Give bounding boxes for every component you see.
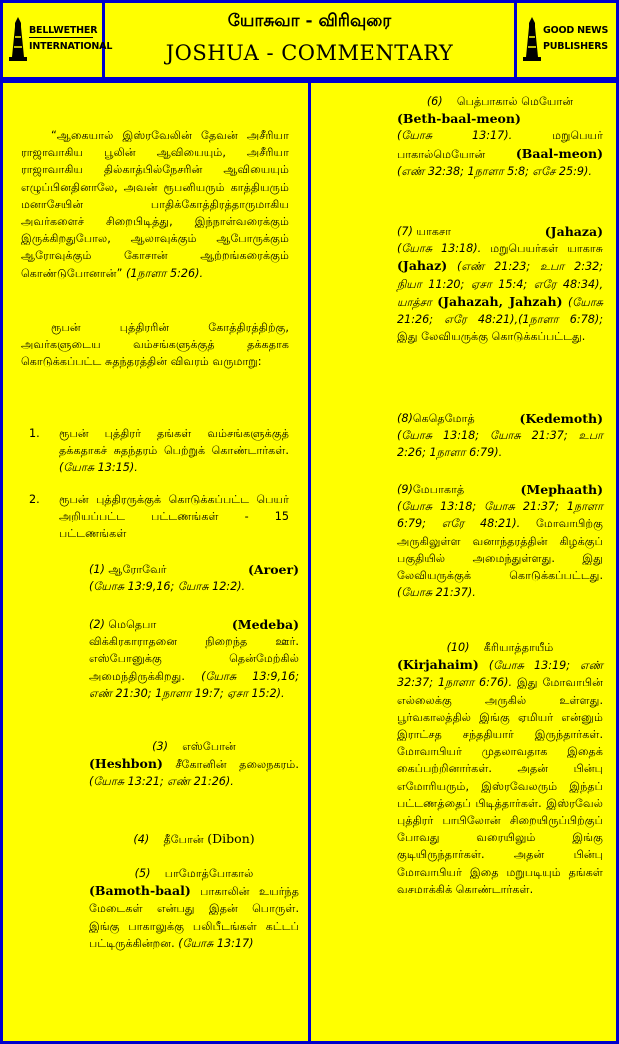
town-number: (9) — [397, 483, 413, 496]
town-reference: (யோசு 13:19; எண் 32:37; 1நாளா 6:76). — [397, 659, 603, 690]
town-reference: (யோசு 13:9,16; எண் 21:30; 1நாளா 19:7; ஏசா 15:2). — [89, 669, 299, 700]
town-number: (2) — [89, 618, 105, 631]
town-reference: (யோசு 13:18; யோசு 21:37; 1நாளா 6:79; எரே 48:21). — [397, 500, 603, 531]
town-4 — [89, 830, 299, 848]
town-reference-3: (யோசு 21:26; எரே 48:21),(1நாளா 6:78); — [397, 295, 603, 327]
town-name: கெதெமோத் — [412, 412, 475, 425]
town-note: இது லேவியருக்கு கொடுக்கப்பட்டது. — [397, 330, 586, 344]
town-6 — [397, 93, 603, 180]
town-10 — [397, 639, 603, 898]
town-description: விக்கிரகாராதனை நிறைந்த ஊர். எஸ்போனுக்கு தென்மேற்கில் அமைந்திருக்கிறது. — [89, 635, 299, 683]
point-number: 1. — [29, 427, 40, 440]
town-number: (10) — [446, 641, 470, 654]
town-7 — [397, 223, 603, 345]
good-news-logo-text-2: PUBLISHERS — [543, 41, 608, 52]
point-text: ரூபன் புத்திரர் தங்கள் வம்சங்களுக்குத் தக்கதாகச் சுதந்தரம் பெற்றுக் கொண்டார்கள். — [59, 427, 289, 458]
town-number: (7) — [397, 225, 413, 238]
intro-paragraph — [21, 319, 289, 371]
town-reference-2: (எண் 32:38; 1நாளா 5:8; எசே 25:9). — [397, 164, 592, 178]
town-name: யாகசா — [416, 225, 452, 238]
town-name: மேபாகாத் — [412, 483, 465, 496]
town-name: மெதெபா — [108, 618, 157, 631]
point-number: 2. — [29, 493, 40, 506]
quote-reference: (1நாளா 5:26). — [125, 266, 203, 280]
town-number: (8) — [397, 412, 413, 425]
town-reference: (யோசு 13:17). — [397, 129, 513, 143]
town-number: (5) — [134, 867, 151, 880]
town-english: (Bamoth-baal) — [89, 883, 191, 899]
town-reference-2: (யோசு 21:37). — [397, 586, 476, 600]
town-description: மோவாபிற்கு அருகிலுள்ள வனாந்தரத்தின் கிழக்குப் பகுதியில் அமைந்துள்ளது. இது லேவியருக்குக் கொடுக்கப்பட்டது. — [397, 517, 603, 583]
title-english: JOSHUA - COMMENTARY — [165, 41, 454, 65]
town-english: (Jahaza) — [544, 224, 603, 239]
town-english: (Kedemoth) — [519, 411, 603, 426]
town-english: (Mephaath) — [520, 482, 603, 497]
bellwether-logo-text-2: INTERNATIONAL — [29, 41, 113, 52]
town-number: (3) — [152, 740, 168, 753]
point-1 — [29, 425, 289, 477]
point-2 — [29, 491, 289, 543]
town-name: பாமோத்போகால் — [164, 867, 254, 880]
town-name: ஆரோவேர் — [108, 563, 167, 576]
title-tamil: யோசுவா - விரிவுரை — [227, 11, 392, 31]
town-name: தீபோன் — [163, 833, 204, 846]
town-description: மறுபெயர் பாகால்மெயோன் — [397, 129, 603, 161]
town-english: (Beth-baal-meon) — [397, 111, 521, 127]
quote-paragraph — [21, 127, 289, 282]
title-area — [105, 3, 514, 77]
town-description: பாகாலின் உயர்ந்த மேடைகள் என்பது இதன் பொருள். இங்கு பாகாலுக்கு பலிபீடங்கள் கட்டப் பட்டிருக்கின்றன. — [89, 885, 299, 950]
town-english-alt: (Jahaz) — [397, 258, 448, 274]
good-news-logo — [514, 3, 616, 77]
town-3 — [89, 738, 299, 791]
bellwether-logo — [3, 3, 113, 77]
town-reference: (யோசு 13:21; எண் 21:26). — [89, 775, 234, 789]
town-5 — [89, 865, 299, 952]
town-8 — [397, 410, 603, 462]
town-english-alt-2: (Jahazah, Jahzah) — [437, 293, 563, 309]
good-news-logo-text-1: GOOD NEWS — [543, 25, 609, 36]
town-reference: (யோசு 13:9,16; யோசு 12:2). — [89, 580, 246, 594]
lighthouse-icon — [9, 17, 27, 61]
town-description: இது மோவாபின் எல்லைக்கு அருகில் உள்ளது. பூர்வகாலத்தில் இங்கு ஏமியர் என்னும் இராட்சத சந்ததியார் இருந்தார்கள். மோவாபியர் முதலாவதாக இதைக் கைப்பற்றினார்கள். அதன் பின்பு எமோரியரும், இஸ்ரவேலரும் இந்தப் பட்டணத்தைப் பிடித்தார்கள். இஸ்ரவேல் புத்திரர் பாபிலோன் சிறையிருப்பிற்குப் போவது வரையிலும் இங்கு குடியிருந்தார்கள். அதன் பின்பு மோவாபியர் இதை மறுபடியும் தங்கள் வசமாக்கிக் கொண்டார்கள். — [397, 676, 603, 896]
town-english: (Medeba) — [231, 617, 299, 632]
town-number: (1) — [89, 563, 105, 576]
town-1 — [89, 561, 299, 595]
town-name: கீரியாத்தாயீம் — [483, 641, 554, 654]
quote-text: “ஆகையால் இஸ்ரவேலின் தேவன் அசீரியா ராஜாவாகிய பூலின் ஆவியையும், அசீரியா ராஜாவாகிய தில்காத்பில்நேசரின் ஆவியையும் எழுப்பினதினாலே, அவன் ரூபனியரும் காத்தியரும் மனாசேயின் பாதிக்கோத்திரத்தாருமாகிய அவர்களைச் சிறைபிடித்து, இந்நாள்வரைக்கும் இருக்கிறதுபோல, ஆலாவுக்கும் ஆபோருக்கும் ஆரோவுக்கும் கோசான் ஆற்றங்கரைக்கும் கொண்டுபோனான்” — [21, 129, 289, 280]
point-text: ரூபன் புத்திரருக்குக் கொடுக்கப்பட்ட பெயர் அறியப்பட்ட பட்டணங்கள் - 15 பட்டணங்கள் — [59, 493, 289, 541]
town-description: சீகோனின் தலைநகரம். — [175, 758, 299, 772]
town-9 — [397, 481, 603, 601]
town-english: (Dibon) — [207, 831, 255, 846]
bellwether-logo-text-1: BELLWETHER — [29, 25, 98, 36]
town-english: (Kirjahaim) — [397, 657, 479, 673]
town-reference-2: (எண் 21:23; உபா 2:32; நியா 11:20; ஏசா 15:4; எரே 48:34), யாத்சா — [397, 260, 603, 309]
town-english: (Heshbon) — [89, 756, 163, 772]
town-name: பெத்பாகால் மெயோன் — [456, 95, 574, 108]
town-name: எஸ்போன் — [182, 740, 236, 753]
left-column — [0, 80, 311, 1044]
town-description: மறுபெயர்கள் யாகாசு — [490, 242, 604, 256]
town-2 — [89, 616, 299, 702]
town-number: (6) — [426, 95, 443, 108]
right-column — [308, 80, 619, 1044]
intro-text: ரூபன் புத்திரரின் கோத்திரத்திற்கு, அவர்களுடைய வம்சங்களுக்குத் தக்கதாக கொடுக்கப்பட்ட சுதந்தரத்தின் விவரம் வருமாறு: — [21, 321, 289, 369]
town-english-alt: (Baal-meon) — [515, 145, 603, 161]
town-reference: (யோசு 13:18; யோசு 21:37; உபா 2:26; 1நாளா 6:79). — [397, 429, 603, 460]
town-english: (Aroer) — [248, 562, 299, 577]
town-reference: (யோசு 13:17) — [178, 936, 254, 950]
point-reference: (யோசு 13:15). — [59, 461, 138, 475]
town-reference: (யோசு 13:18). — [397, 242, 482, 256]
town-number: (4) — [133, 833, 150, 846]
header-bar — [0, 0, 619, 80]
lighthouse-icon — [523, 17, 541, 61]
